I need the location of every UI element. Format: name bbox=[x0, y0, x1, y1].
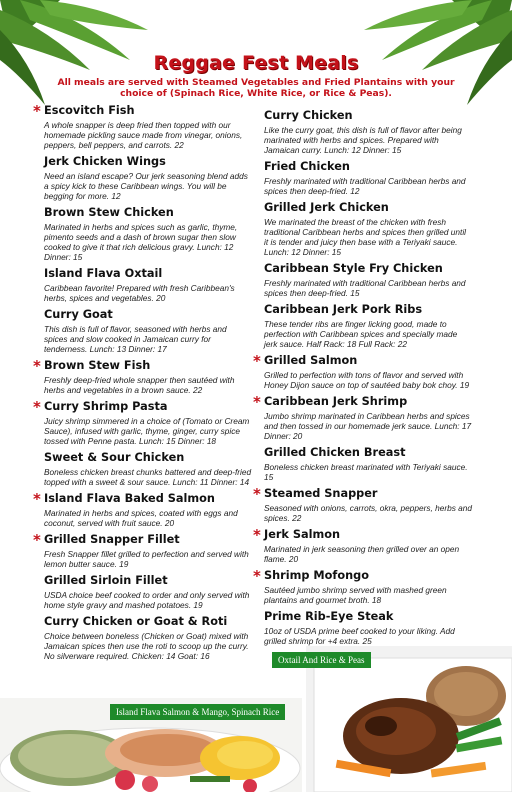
menu-item-name: Caribbean Jerk Shrimp bbox=[264, 395, 408, 408]
menu-item bbox=[253, 526, 472, 564]
menu-item-name: Sweet & Sour Chicken bbox=[44, 451, 185, 464]
menu-item-name: Caribbean Jerk Pork Ribs bbox=[264, 303, 423, 316]
menu-item bbox=[264, 446, 472, 482]
menu-item-name: Curry Shrimp Pasta bbox=[44, 400, 168, 413]
menu-item-description: Freshly marinated with traditional Caribbean herbs and spices then deep-fried. 12 bbox=[264, 176, 466, 196]
menu-item bbox=[253, 485, 473, 523]
menu-item bbox=[253, 352, 472, 390]
menu-item-name: Shrimp Mofongo bbox=[264, 569, 369, 582]
right-menu-column bbox=[253, 109, 473, 651]
menu-item-name: Steamed Snapper bbox=[264, 487, 378, 500]
menu-item-description: Choice between boneless (Chicken or Goat) mixed with Jamaican spices then use the roti to scoop up the curry. No silverware required. Chicken: 14 Goat: 16 bbox=[44, 631, 249, 661]
menu-item-name: Brown Stew Fish bbox=[44, 359, 151, 372]
menu-item bbox=[44, 574, 252, 610]
menu-title: Reggae Fest Meals bbox=[153, 52, 359, 74]
menu-item-name: Island Flava Oxtail bbox=[44, 267, 163, 280]
menu-item-description: Boneless chicken breast marinated with Teriyaki sauce. 15 bbox=[264, 462, 468, 482]
menu-item-name: Escovitch Fish bbox=[44, 104, 135, 117]
menu-item-name: Grilled Sirloin Fillet bbox=[44, 574, 168, 587]
featured-star-icon: * bbox=[253, 393, 261, 411]
menu-item-description: Freshly marinated with traditional Caribbean herbs and spices then deep-fried. 15 bbox=[264, 278, 466, 298]
menu-item-description: These tender ribs are finger licking good, made to perfection with Caribbean spices and specially made jerk sauce. Half Rack: 18 Full Rack: 22 bbox=[264, 319, 458, 349]
menu-item bbox=[44, 308, 252, 354]
featured-star-icon: * bbox=[33, 357, 41, 375]
menu-item-description: Freshly deep-fried whole snapper then sautéed with herbs and vegetables in a brown sauce. 22 bbox=[44, 375, 235, 395]
featured-star-icon: * bbox=[253, 352, 261, 370]
menu-item bbox=[264, 201, 472, 257]
menu-item-name: Caribbean Style Fry Chicken bbox=[264, 262, 443, 275]
menu-item-description: Sautéed jumbo shrimp served with mashed green plantains and gourmet broth. 18 bbox=[264, 585, 447, 605]
menu-item bbox=[264, 610, 472, 646]
featured-star-icon: * bbox=[33, 398, 41, 416]
menu-item-name: Prime Rib-Eye Steak bbox=[264, 610, 394, 623]
featured-star-icon: * bbox=[253, 485, 261, 503]
menu-item bbox=[253, 393, 472, 441]
menu-item bbox=[253, 567, 472, 605]
menu-item bbox=[33, 531, 252, 569]
menu-header bbox=[0, 52, 512, 99]
menu-item bbox=[44, 615, 252, 661]
menu-item-name: Jerk Chicken Wings bbox=[44, 155, 166, 168]
menu-item-description: USDA choice beef cooked to order and only served with home style gravy and mashed potatoes. 19 bbox=[44, 590, 250, 610]
menu-item-description: Marinated in herbs and spices, coated with eggs and coconut, served with fruit sauce. 20 bbox=[44, 508, 238, 528]
menu-item-description: 10oz of USDA prime beef cooked to your liking. Add grilled shrimp for +4 extra. 25 bbox=[264, 626, 455, 646]
menu-item-name: Jerk Salmon bbox=[264, 528, 341, 541]
featured-star-icon: * bbox=[253, 526, 261, 544]
menu-item-description: A whole snapper is deep fried then topped with our homemade pickling sauce made from vinegar, onions, peppers, bell peppers, and carrots. 22 bbox=[44, 120, 243, 150]
menu-item bbox=[44, 267, 252, 303]
menu-item-name: Grilled Snapper Fillet bbox=[44, 533, 180, 546]
menu-item-name: Brown Stew Chicken bbox=[44, 206, 174, 219]
menu-item bbox=[33, 490, 252, 528]
menu-item bbox=[264, 303, 472, 349]
menu-item-description: Jumbo shrimp marinated in Caribbean herbs and spices and then tossed in our homemade jerk sauce. Lunch: 17 Dinner: 20 bbox=[264, 411, 472, 441]
menu-item bbox=[44, 451, 252, 487]
menu-item-description: We marinated the breast of the chicken with fresh traditional Caribbean herbs and spices then grilled until it is tender and juicy then base with a Teriyaki sauce. Lunch: 12 Dinner: 15 bbox=[264, 217, 467, 257]
salmon-photo-caption: Island Flava Salmon & Mango, Spinach Rice bbox=[110, 704, 285, 720]
menu-item bbox=[33, 357, 252, 395]
menu-item-description: Marinated in herbs and spices such as garlic, thyme, pimento seeds and a dash of brown sugar then slow cooked to give it that rich delicious gravy. Lunch: 12 Dinner: 15 bbox=[44, 222, 238, 262]
featured-star-icon: * bbox=[33, 531, 41, 549]
menu-item bbox=[33, 102, 252, 150]
menu-item bbox=[264, 160, 472, 196]
menu-item-description: Marinated in jerk seasoning then grilled over an open flame. 20 bbox=[264, 544, 460, 564]
menu-item-name: Fried Chicken bbox=[264, 160, 350, 173]
menu-item bbox=[44, 206, 252, 262]
menu-item bbox=[264, 262, 472, 298]
menu-item-description: This dish is full of flavor, seasoned with herbs and spices and slow cooked in Jamaican curry for tenderness. Lunch: 13 Dinner: 17 bbox=[44, 324, 227, 354]
oxtail-photo-caption: Oxtail And Rice & Peas bbox=[272, 652, 371, 668]
menu-item-description: Seasoned with onions, carrots, okra, peppers, herbs and spices. 22 bbox=[264, 503, 473, 523]
left-menu-column bbox=[33, 102, 252, 666]
menu-item-name: Curry Chicken or Goat & Roti bbox=[44, 615, 228, 628]
menu-subtitle: All meals are served with Steamed Vegetables and Fried Plantains with your choice of (Spinach Rice, White Rice, or Rice & Peas). bbox=[57, 77, 455, 99]
menu-item-description: Grilled to perfection with tons of flavor and served with Honey Dijon sauce on top of sautéed baby bok choy. 19 bbox=[264, 370, 470, 390]
menu-item-description: Like the curry goat, this dish is full of flavor after being marinated with herbs and spices. Prepared with Jamaican curry. Lunch: 12 Dinner: 15 bbox=[264, 125, 462, 155]
menu-item-name: Grilled Jerk Chicken bbox=[264, 201, 389, 214]
menu-item-name: Curry Chicken bbox=[264, 109, 353, 122]
menu-item-name: Grilled Chicken Breast bbox=[264, 446, 406, 459]
menu-item bbox=[44, 155, 252, 201]
menu-item-description: Boneless chicken breast chunks battered and deep-fried topped with a sweet & sour sauce. Lunch: 11 Dinner: 14 bbox=[44, 467, 252, 487]
featured-star-icon: * bbox=[33, 490, 41, 508]
menu-item bbox=[33, 398, 252, 446]
menu-item-description: Juicy shrimp simmered in a choice of (Tomato or Cream Sauce), infused with garlic, thyme, ginger, curry spice tossed with Penne pasta. Lunch: 15 Dinner: 18 bbox=[44, 416, 250, 446]
menu-item bbox=[264, 109, 472, 155]
menu-item-name: Grilled Salmon bbox=[264, 354, 358, 367]
menu-item-description: Caribbean favorite! Prepared with fresh Caribbean's herbs, spices and vegetables. 20 bbox=[44, 283, 235, 303]
menu-item-name: Island Flava Baked Salmon bbox=[44, 492, 215, 505]
menu-item-description: Need an island escape? Our jerk seasoning blend adds a spicy kick to these Caribbean wings. You will be begging for more. 12 bbox=[44, 171, 248, 201]
featured-star-icon: * bbox=[33, 102, 41, 120]
featured-star-icon: * bbox=[253, 567, 261, 585]
menu-item-name: Curry Goat bbox=[44, 308, 113, 321]
menu-item-description: Fresh Snapper fillet grilled to perfection and served with lemon butter sauce. 19 bbox=[44, 549, 249, 569]
